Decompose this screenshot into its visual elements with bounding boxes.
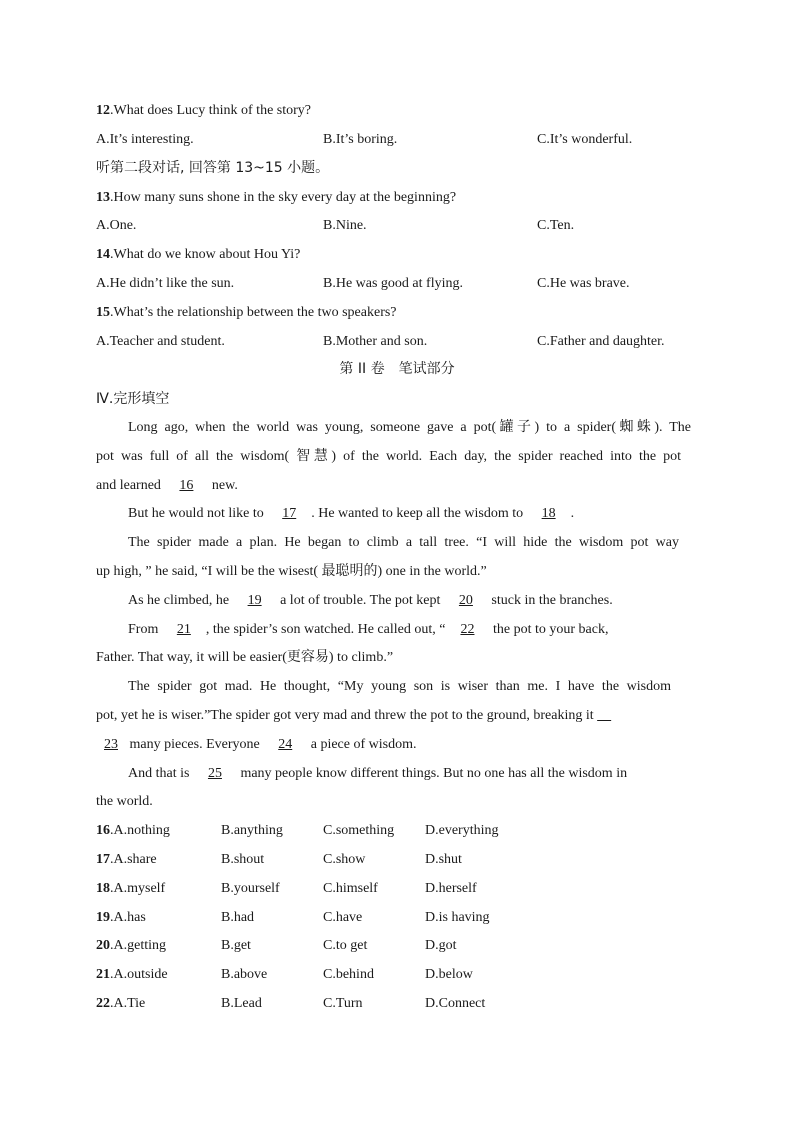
passage-line bbox=[96, 476, 696, 496]
passage-line bbox=[128, 591, 728, 611]
passage-line: The spider got mad. He thought, “My young son is wiser than me. I have the wisdom bbox=[128, 679, 671, 694]
passage-text: pot, yet he is wiser.”The spider got very mad and threw the pot to the ground, breaking it bbox=[96, 708, 594, 723]
passage-text: . bbox=[570, 506, 575, 521]
option-b: B.yourself bbox=[221, 881, 280, 896]
option-a: A.He didn’t like the sun. bbox=[96, 276, 235, 291]
question-13 bbox=[96, 188, 456, 208]
option-a: A.It’s interesting. bbox=[96, 132, 194, 147]
passage-text: And that is bbox=[128, 766, 190, 781]
blank-19: 19 bbox=[247, 593, 262, 608]
option-b: B.It’s boring. bbox=[323, 132, 398, 147]
blank-18: 18 bbox=[541, 506, 556, 521]
passage-text: As he climbed, he bbox=[128, 593, 230, 608]
option-b: B.He was good at flying. bbox=[323, 276, 463, 291]
option-b: B.Lead bbox=[221, 996, 262, 1011]
option-row-18 bbox=[96, 879, 165, 899]
option-c: C.himself bbox=[323, 881, 378, 896]
passage-line bbox=[96, 706, 696, 726]
passage-line: up high, ” he said, “I will be the wisest( 最聪明的) one in the world.” bbox=[96, 564, 487, 579]
question-number: 13 bbox=[96, 190, 110, 205]
option-row-16 bbox=[96, 821, 170, 841]
option-row-20 bbox=[96, 936, 166, 956]
question-number: 12 bbox=[96, 103, 110, 118]
question-number: 18 bbox=[96, 881, 110, 896]
passage-text: the pot to your back, bbox=[492, 622, 609, 637]
option-d: D.Connect bbox=[425, 996, 486, 1011]
blank-16: 16 bbox=[179, 478, 194, 493]
question-12 bbox=[96, 101, 311, 121]
question-number: 19 bbox=[96, 910, 110, 925]
passage-text: . He wanted to keep all the wisdom to bbox=[311, 506, 524, 521]
question-15 bbox=[96, 303, 397, 323]
question-number: 17 bbox=[96, 852, 110, 867]
passage-line bbox=[128, 504, 728, 524]
blank-25: 25 bbox=[207, 766, 222, 781]
part-title: 第 II 卷 笔试部分 bbox=[339, 361, 455, 377]
passage-text: , the spider’s son watched. He called out, “ bbox=[205, 622, 446, 637]
option-c: C.It’s wonderful. bbox=[537, 132, 633, 147]
option-row-21 bbox=[96, 965, 168, 985]
option-d: D.is having bbox=[425, 910, 490, 925]
question-number: 14 bbox=[96, 247, 110, 262]
blank-underline bbox=[597, 708, 611, 723]
blank-17: 17 bbox=[282, 506, 297, 521]
option-d: D.shut bbox=[425, 852, 462, 867]
passage-line bbox=[128, 620, 728, 640]
option-a: .A.Tie bbox=[110, 996, 146, 1011]
question-stem: .How many suns shone in the sky every day at the beginning? bbox=[110, 190, 457, 205]
question-14 bbox=[96, 245, 300, 265]
option-c: C.have bbox=[323, 910, 363, 925]
question-stem: .What do we know about Hou Yi? bbox=[110, 247, 301, 262]
passage-line: Father. That way, it will be easier(更容易) to climb.” bbox=[96, 650, 394, 665]
option-c: C.to get bbox=[323, 938, 368, 953]
option-b: B.get bbox=[221, 938, 251, 953]
section-heading: Ⅳ.完形填空 bbox=[96, 391, 170, 407]
option-d: D.got bbox=[425, 938, 457, 953]
option-d: D.everything bbox=[425, 823, 499, 838]
question-stem: .What does Lucy think of the story? bbox=[110, 103, 312, 118]
passage-text: and learned bbox=[96, 478, 161, 493]
question-number: 20 bbox=[96, 938, 110, 953]
option-a: .A.outside bbox=[110, 967, 168, 982]
option-row-17 bbox=[96, 850, 157, 870]
blank-20: 20 bbox=[458, 593, 473, 608]
option-a: .A.myself bbox=[110, 881, 166, 896]
passage-line bbox=[128, 764, 728, 784]
option-b: B.shout bbox=[221, 852, 265, 867]
passage-text: many pieces. Everyone bbox=[129, 737, 260, 752]
option-c: C.something bbox=[323, 823, 395, 838]
option-c: C.show bbox=[323, 852, 366, 867]
option-b: B.Mother and son. bbox=[323, 334, 428, 349]
option-d: D.below bbox=[425, 967, 473, 982]
passage-text: a piece of wisdom. bbox=[310, 737, 417, 752]
option-c: C.He was brave. bbox=[537, 276, 630, 291]
option-b: B.anything bbox=[221, 823, 283, 838]
option-b: B.above bbox=[221, 967, 268, 982]
blank-23: 23 bbox=[104, 737, 118, 752]
passage-line bbox=[96, 735, 696, 755]
option-a: .A.has bbox=[110, 910, 146, 925]
passage-text: From bbox=[128, 622, 159, 637]
question-number: 15 bbox=[96, 305, 110, 320]
option-a: .A.share bbox=[110, 852, 157, 867]
section-instruction: 听第二段对话, 回答第 13~15 小题。 bbox=[96, 160, 330, 176]
option-c: C.Turn bbox=[323, 996, 363, 1011]
option-c: C.Father and daughter. bbox=[537, 334, 665, 349]
question-stem: .What’s the relationship between the two speakers? bbox=[110, 305, 397, 320]
question-number: 16 bbox=[96, 823, 110, 838]
option-row-19 bbox=[96, 908, 146, 928]
blank-21: 21 bbox=[176, 622, 191, 637]
passage-text: a lot of trouble. The pot kept bbox=[280, 593, 441, 608]
option-c: C.Ten. bbox=[537, 218, 575, 233]
option-d: D.herself bbox=[425, 881, 477, 896]
option-b: B.had bbox=[221, 910, 255, 925]
passage-line: The spider made a plan. He began to climb a tall tree. “I will hide the wisdom pot way bbox=[128, 535, 679, 550]
option-c: C.behind bbox=[323, 967, 374, 982]
passage-line: pot was full of all the wisdom( 智慧) of the world. Each day, the spider reached into the pot bbox=[96, 449, 681, 464]
option-a: A.One. bbox=[96, 218, 137, 233]
option-b: B.Nine. bbox=[323, 218, 367, 233]
question-number: 21 bbox=[96, 967, 110, 982]
passage-text: stuck in the branches. bbox=[491, 593, 613, 608]
option-a: .A.nothing bbox=[110, 823, 170, 838]
blank-22: 22 bbox=[460, 622, 475, 637]
passage-line: Long ago, when the world was young, someone gave a pot(罐子) to a spider(蜘蛛). The bbox=[128, 420, 691, 435]
option-a: A.Teacher and student. bbox=[96, 334, 225, 349]
question-number: 22 bbox=[96, 996, 110, 1011]
passage-text: But he would not like to bbox=[128, 506, 264, 521]
option-row-22 bbox=[96, 994, 145, 1014]
passage-text: many people know different things. But no one has all the wisdom in bbox=[240, 766, 628, 781]
passage-line: the world. bbox=[96, 794, 153, 809]
blank-24: 24 bbox=[278, 737, 293, 752]
option-a: .A.getting bbox=[110, 938, 166, 953]
passage-text: new. bbox=[211, 478, 238, 493]
